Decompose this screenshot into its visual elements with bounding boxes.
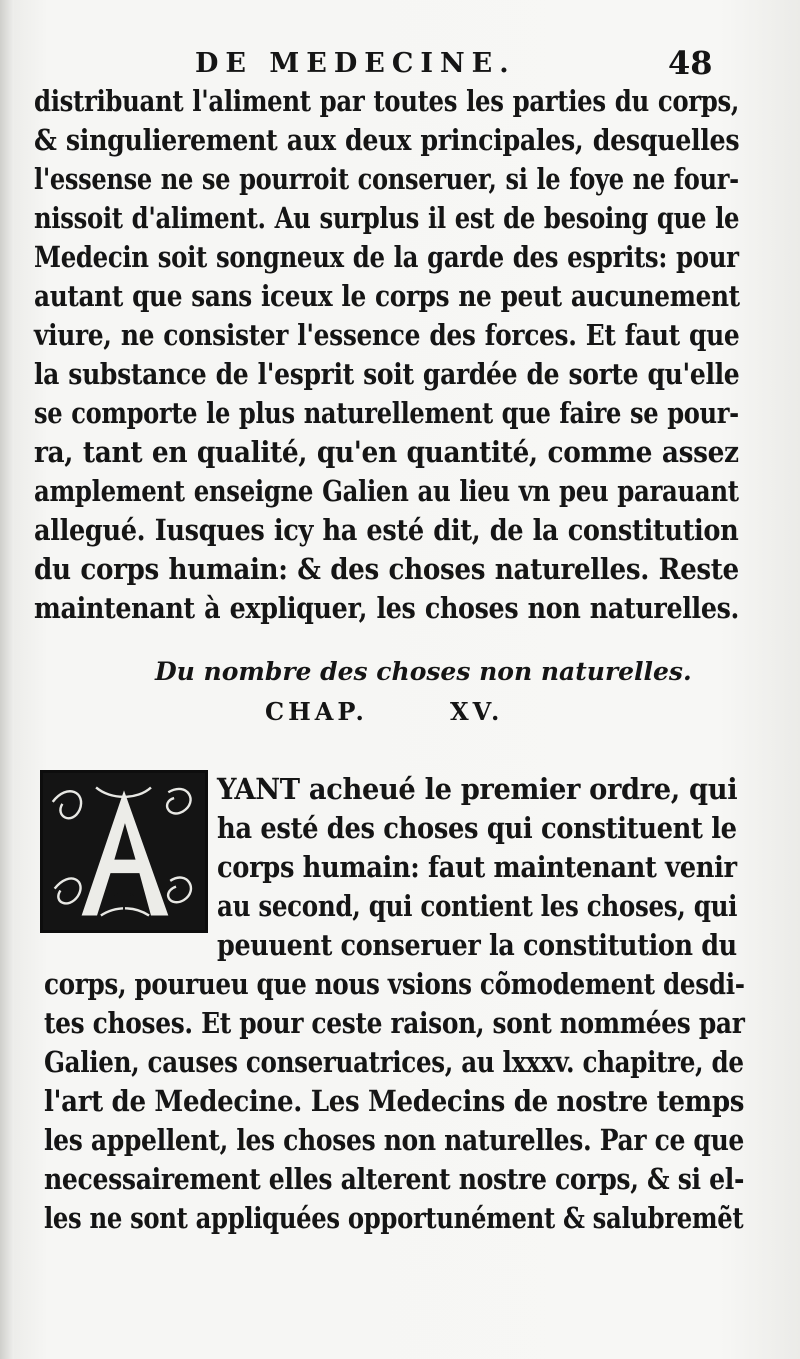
body-text-top [34, 82, 739, 628]
book-gutter [0, 0, 14, 1359]
text-line: ha esté des choses qui constituent le [217, 811, 737, 845]
text-line: corps humain: faut maintenant venir [217, 850, 737, 884]
text-line: au second, qui contient les choses, qui [217, 889, 738, 923]
text-line: l'art de Medecine. Les Medecins de nostre temps [44, 1084, 745, 1118]
text-line: viure, ne consister l'essence des forces. Et faut que [34, 318, 740, 352]
chapter-heading: Du nombre des choses non naturelles. [155, 657, 692, 686]
text-line: la substance de l'esprit soit gardée de sorte qu'elle [34, 357, 740, 391]
chapter-numeral: XV. [450, 697, 504, 726]
text-line: les appellent, les choses non naturelles. Par ce que [44, 1123, 745, 1157]
text-line: peuuent conseruer la constitution du [217, 928, 737, 962]
text-line: necessairement elles alterent nostre corps, & si el- [44, 1162, 745, 1196]
text-line: & singulierement aux deux principales, desquelles [34, 123, 740, 157]
text-line: maintenant à expliquer, les choses non naturelles. [34, 591, 740, 625]
text-line: corps, pourueu que nous vsions cõmodement desdi- [44, 967, 745, 1001]
text-line: Galien, causes conseruatrices, au lxxxv. chapitre, de [44, 1045, 744, 1079]
text-line: autant que sans iceux le corps ne peut aucunement [34, 279, 740, 313]
text-line: amplement enseigne Galien au lieu vn peu parauant [34, 474, 739, 508]
text-line: l'essense ne se pourroit conseruer, si le foye ne four- [34, 162, 739, 196]
text-line: les ne sont appliquées opportunément & salubremẽt [44, 1201, 744, 1235]
text-line: allegué. Iusques icy ha esté dit, de la constitution [34, 513, 739, 547]
text-line: distribuant l'aliment par toutes les parties du corps, [34, 84, 740, 118]
ornamental-initial-icon [40, 770, 208, 933]
text-line: YANT acheué le premier ordre, qui [217, 772, 738, 806]
body-text-bottom [44, 965, 744, 1238]
chapter-label: CHAP. [265, 697, 368, 726]
text-line: se comporte le plus naturellement que faire se pour- [34, 396, 739, 430]
text-line: tes choses. Et pour ceste raison, sont nommées par [44, 1006, 745, 1040]
text-line: nissoit d'aliment. Au surplus il est de besoing que le [34, 201, 740, 235]
page-number: 48 [668, 44, 713, 82]
text-line: du corps humain: & des choses naturelles. Reste [34, 552, 739, 586]
page-header [0, 44, 800, 84]
body-text-beside-initial [217, 770, 737, 965]
text-line: ra, tant en qualité, qu'en quantité, comme assez [34, 435, 739, 469]
running-title: DE MEDECINE. [195, 48, 516, 79]
text-line: Medecin soit songneux de la garde des esprits: pour [34, 240, 739, 274]
